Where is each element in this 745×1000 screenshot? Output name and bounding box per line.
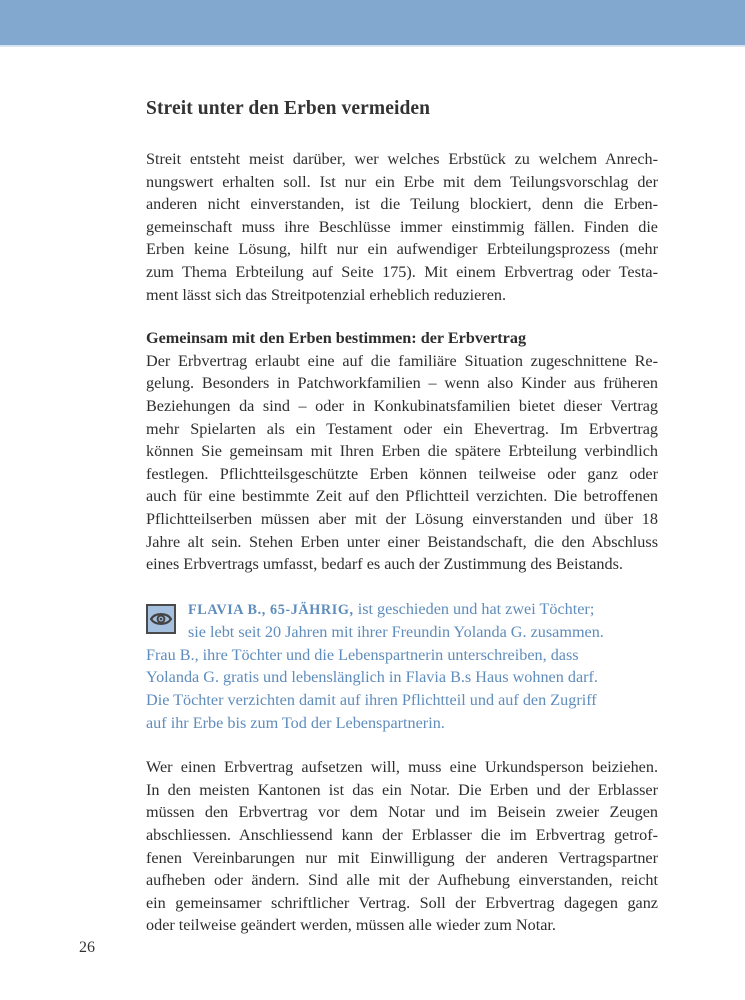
callout-first-line bbox=[146, 598, 658, 622]
text-line: zum Thema Erbteilung auf Seite 175). Mit einem Erbvertrag oder Testa- bbox=[146, 262, 658, 281]
text-line: oder teilweise geändert werden, müssen alle wieder zum Notar. bbox=[146, 916, 556, 935]
example-callout bbox=[146, 598, 658, 735]
text-line: anderen nicht einverstanden, ist die Teilung blockiert, denn die Erben- bbox=[146, 195, 658, 214]
text-line: Streit entsteht meist darüber, wer welches Erbstück zu welchem Anrech- bbox=[146, 150, 658, 168]
section-title: Streit unter den Erben vermeiden bbox=[146, 98, 431, 119]
subsection-heading: Gemeinsam mit den Erben bestimmen: der Erbvertrag bbox=[146, 329, 527, 348]
header-band bbox=[0, 0, 745, 47]
text-line: Yolanda G. gratis und lebenslänglich in Flavia B.s Haus wohnen darf. bbox=[146, 668, 598, 687]
page-content bbox=[146, 96, 658, 937]
text-line: auf ihr Erbe bis zum Tod der Lebenspartnerin. bbox=[146, 713, 445, 732]
example-first-line-text: ist geschieden und hat zwei Töchter; bbox=[353, 599, 595, 618]
text-line: festlegen. Pflichtteilsgeschützte Erben können teilweise oder ganz oder bbox=[146, 464, 658, 483]
text-line: abschliessen. Anschliessend kann der Erblasser die im Erbvertrag getrof- bbox=[146, 826, 658, 845]
text-line: Jahre alt sein. Stehen Erben unter einer Beistandschaft, die den Abschluss bbox=[146, 532, 658, 551]
text-line: können Sie gemeinsam mit Ihren Erben die spätere Erbteilung verbindlich bbox=[146, 442, 658, 461]
text-line: Wer einen Erbvertrag aufsetzen will, muss eine Urkundsperson beiziehen. bbox=[146, 758, 658, 777]
text-line: ein gemeinsamer schriftlicher Vertrag. Soll der Erbvertrag dagegen ganz bbox=[146, 893, 658, 912]
text-line: müssen den Erbvertrag vor dem Notar und im Beisein zweier Zeugen bbox=[146, 803, 658, 822]
text-line: eines Erbvertrags umfasst, bedarf es auch der Zustimmung des Beistands. bbox=[146, 555, 623, 574]
text-line: nungswert erhalten soll. Ist nur ein Erbe mit dem Teilungsvorschlag der bbox=[146, 172, 658, 191]
text-line: Beziehungen da sind – oder in Konkubinatsfamilien bietet dieser Vertrag bbox=[146, 396, 658, 415]
text-line: Die Töchter verzichten damit auf ihren Pflichtteil und auf den Zugriff bbox=[146, 691, 597, 710]
text-line: aufheben oder ändern. Sind alle mit der Aufhebung einverstanden, reicht bbox=[146, 871, 658, 890]
text-line: gelung. Besonders in Patchworkfamilien – wenn also Kinder aus früheren bbox=[146, 374, 658, 393]
example-lead: FLAVIA B., 65-JÄHRIG, bbox=[188, 601, 354, 618]
text-line: Der Erbvertrag erlaubt eine auf die familiäre Situation zugeschnittene Re- bbox=[146, 351, 658, 370]
closing-paragraph bbox=[146, 756, 658, 937]
text-line: auch für eine bestimmte Zeit auf den Pflichtteil verzichten. Die betroffenen bbox=[146, 487, 658, 506]
text-line: In den meisten Kantonen ist das ein Notar. Die Erben und der Erblasser bbox=[146, 780, 658, 799]
text-line: sie lebt seit 20 Jahren mit ihrer Freundin Yolanda G. zusammen. bbox=[188, 623, 604, 642]
text-line: Pflichtteilserben müssen aber mit der Lösung einverstanden und über 18 bbox=[146, 509, 658, 528]
erbvertrag-paragraph bbox=[146, 350, 658, 576]
text-line: Erben keine Lösung, hilft nur ein aufwendiger Erbteilungsprozess (mehr bbox=[146, 240, 658, 259]
text-line: gemeinschaft muss ihre Beschlüsse immer einstimmig fällen. Finden die bbox=[146, 217, 658, 236]
text-line: mehr Spielarten als ein Testament oder ein Ehevertrag. Im Erbvertrag bbox=[146, 419, 658, 438]
text-line: Frau B., ihre Töchter und die Lebenspartnerin unterschreiben, dass bbox=[146, 645, 579, 664]
intro-paragraph bbox=[146, 148, 658, 306]
text-line: ment lässt sich das Streitpotenzial erheblich reduzieren. bbox=[146, 285, 507, 304]
page-number: 26 bbox=[79, 939, 95, 956]
eye-icon bbox=[146, 604, 176, 634]
text-line: fenen Vereinbarungen nur mit Einwilligung der anderen Vertragspartner bbox=[146, 848, 658, 867]
